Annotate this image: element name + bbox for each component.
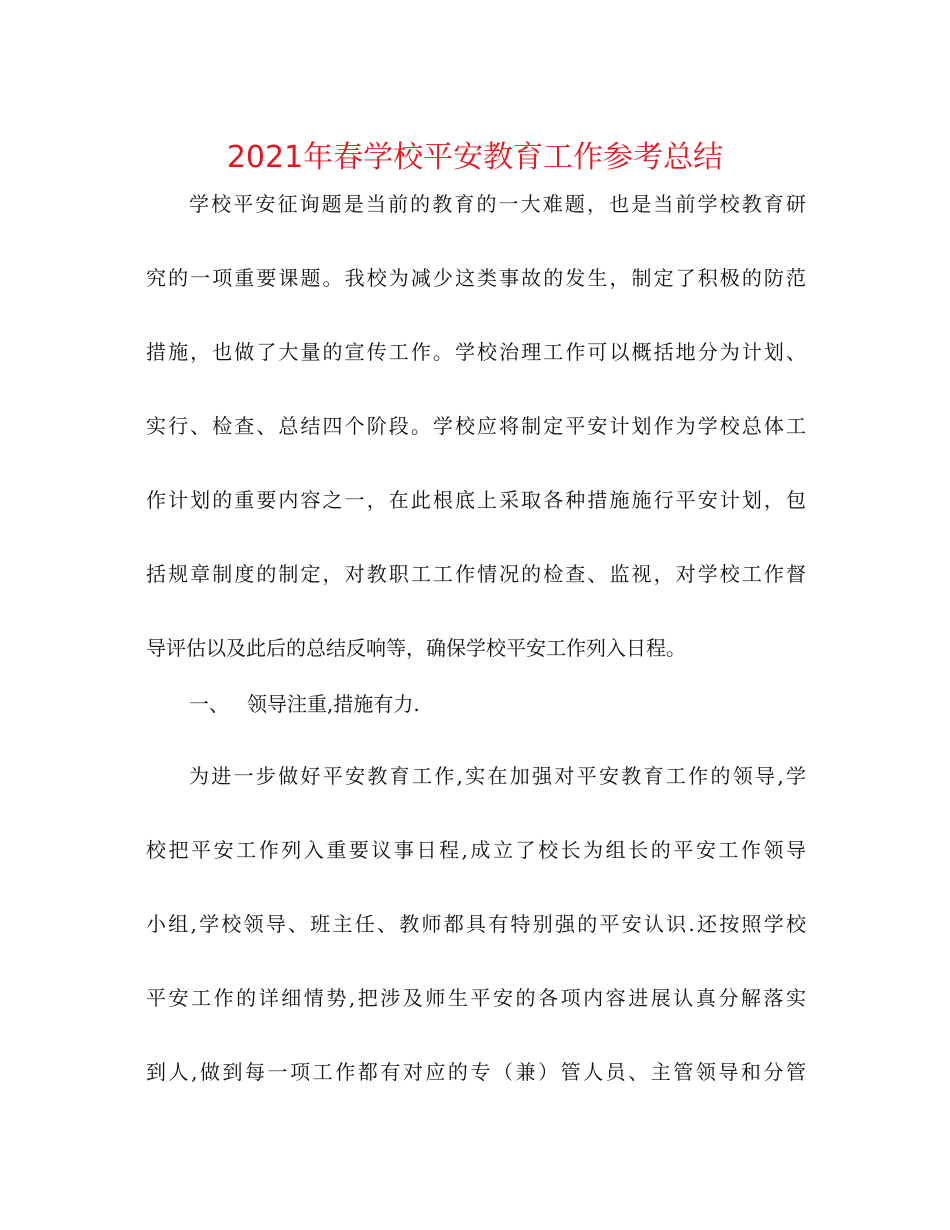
paragraph-line: 导评估以及此后的总结反响等，确保学校平安工作列入日程。 — [146, 636, 686, 660]
paragraph-line: 作计划的重要内容之一，在此根底上采取各种措施施行平安计划，包 — [146, 488, 806, 512]
paragraph-line: 学校平安征询题是当前的教育的一大难题，也是当前学校教育研 — [189, 192, 806, 216]
paragraph-line: 校把平安工作列入重要议事日程,成立了校长为组长的平安工作领导 — [146, 838, 806, 862]
paragraph-line: 究的一项重要课题。我校为减少这类事故的发生，制定了积极的防范 — [146, 266, 806, 290]
paragraph-line: 实行、检查、总结四个阶段。学校应将制定平安计划作为学校总体工 — [146, 414, 806, 438]
paragraph-line: 平安工作的详细情势,把涉及师生平安的各项内容进展认真分解落实 — [146, 986, 806, 1010]
paragraph-line: 措施，也做了大量的宣传工作。学校治理工作可以概括地分为计划、 — [146, 340, 806, 364]
paragraph-line: 小组,学校领导、班主任、教师都具有特别强的平安认识.还按照学校 — [146, 912, 806, 936]
section-heading — [189, 690, 420, 718]
paragraph-line: 到人,做到每一项工作都有对应的专（兼）管人员、主管领导和分管 — [146, 1060, 806, 1084]
document-title: 2021年春学校平安教育工作参考总结 — [226, 140, 724, 175]
section-heading-text: 领导注重,措施有力. — [247, 692, 420, 716]
paragraph-line: 为进一步做好平安教育工作,实在加强对平安教育工作的领导,学 — [189, 764, 806, 788]
paragraph-line: 括规章制度的制定，对教职工工作情况的检查、监视，对学校工作督 — [146, 562, 806, 586]
section-number: 一、 — [189, 692, 229, 716]
